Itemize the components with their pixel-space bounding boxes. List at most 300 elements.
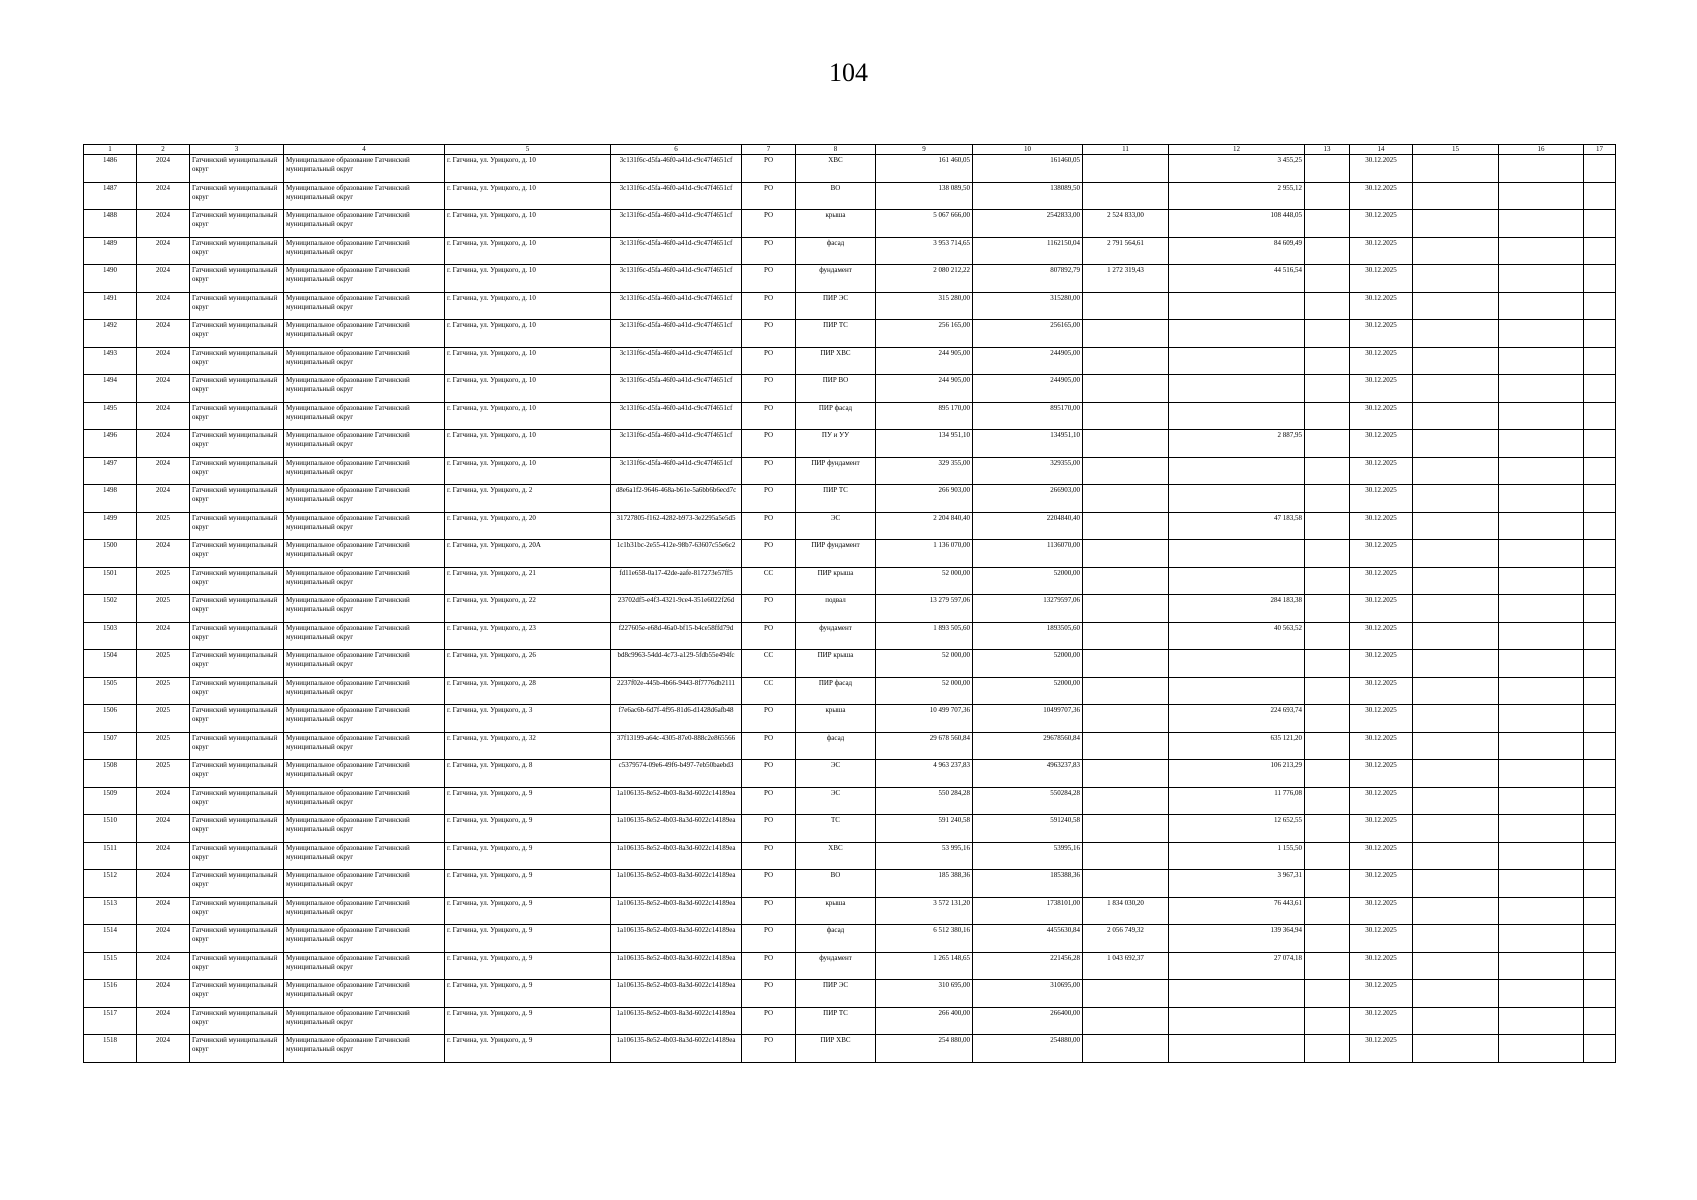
table-cell bbox=[1305, 375, 1350, 403]
table-cell: г. Гатчина, ул. Урицкого, д. 10 bbox=[445, 320, 611, 348]
table-cell: 30.12.2025 bbox=[1350, 595, 1413, 623]
table-cell: РО bbox=[742, 182, 796, 210]
table-cell: 254 880,00 bbox=[876, 1035, 973, 1063]
table-cell bbox=[1083, 402, 1169, 430]
table-cell: 1a106135-8e52-4b03-8a3d-6022c14189ea bbox=[611, 897, 742, 925]
table-cell: г. Гатчина, ул. Урицкого, д. 10 bbox=[445, 210, 611, 238]
table-cell: Муниципальное образование Гатчинский муниципальный округ bbox=[284, 815, 445, 843]
table-cell: 1 136 070,00 bbox=[876, 540, 973, 568]
table-cell bbox=[1499, 540, 1584, 568]
table-row bbox=[84, 595, 1616, 623]
table-cell: г. Гатчина, ул. Урицкого, д. 8 bbox=[445, 760, 611, 788]
table-row bbox=[84, 375, 1616, 403]
table-cell: Муниципальное образование Гатчинский муниципальный округ bbox=[284, 540, 445, 568]
table-row bbox=[84, 320, 1616, 348]
table-cell: 2 204 840,40 bbox=[876, 512, 973, 540]
table-cell: 1511 bbox=[84, 842, 137, 870]
table-cell: 1497 bbox=[84, 457, 137, 485]
table-cell bbox=[1083, 732, 1169, 760]
table-row bbox=[84, 567, 1616, 595]
table-cell bbox=[1499, 815, 1584, 843]
table-cell bbox=[1413, 732, 1499, 760]
table-cell: 2 524 833,00 bbox=[1083, 210, 1169, 238]
table-cell bbox=[1305, 760, 1350, 788]
table-cell: Гатчинский муниципальный округ bbox=[190, 595, 284, 623]
table-cell: фасад bbox=[796, 732, 876, 760]
table-cell: 1 265 148,65 bbox=[876, 952, 973, 980]
table-cell: 591 240,58 bbox=[876, 815, 973, 843]
table-row bbox=[84, 980, 1616, 1008]
table-cell: 2 080 212,22 bbox=[876, 265, 973, 293]
table-cell: 13279597,06 bbox=[973, 595, 1083, 623]
table-cell bbox=[1413, 457, 1499, 485]
table-cell: Муниципальное образование Гатчинский муниципальный округ bbox=[284, 320, 445, 348]
table-cell: Муниципальное образование Гатчинский муниципальный округ bbox=[284, 870, 445, 898]
table-cell: фасад bbox=[796, 925, 876, 953]
table-cell bbox=[1499, 897, 1584, 925]
table-cell: 2024 bbox=[137, 155, 190, 183]
table-cell: ПИР ХВС bbox=[796, 347, 876, 375]
table-cell: ПИР ТС bbox=[796, 485, 876, 513]
table-cell: г. Гатчина, ул. Урицкого, д. 10 bbox=[445, 457, 611, 485]
table-cell bbox=[1413, 430, 1499, 458]
table-cell bbox=[1499, 512, 1584, 540]
table-cell bbox=[1413, 265, 1499, 293]
table-cell: 161460,05 bbox=[973, 155, 1083, 183]
table-cell bbox=[1499, 732, 1584, 760]
table-cell: 29678560,84 bbox=[973, 732, 1083, 760]
table-cell: 30.12.2025 bbox=[1350, 815, 1413, 843]
table-cell bbox=[1584, 347, 1616, 375]
table-cell: г. Гатчина, ул. Урицкого, д. 23 bbox=[445, 622, 611, 650]
table-cell: Муниципальное образование Гатчинский муниципальный округ bbox=[284, 237, 445, 265]
table-cell bbox=[1584, 567, 1616, 595]
table-cell: Муниципальное образование Гатчинский муниципальный округ bbox=[284, 182, 445, 210]
table-cell: 2024 bbox=[137, 347, 190, 375]
table-cell: 30.12.2025 bbox=[1350, 265, 1413, 293]
table-cell: 1496 bbox=[84, 430, 137, 458]
table-cell bbox=[1305, 402, 1350, 430]
table-cell bbox=[1413, 1035, 1499, 1063]
table-cell: Гатчинский муниципальный округ bbox=[190, 677, 284, 705]
table-cell: Гатчинский муниципальный округ bbox=[190, 237, 284, 265]
table-cell: Муниципальное образование Гатчинский муниципальный округ bbox=[284, 980, 445, 1008]
table-cell: РО bbox=[742, 1035, 796, 1063]
table-cell: Муниципальное образование Гатчинский муниципальный округ bbox=[284, 265, 445, 293]
table-cell: 256 165,00 bbox=[876, 320, 973, 348]
table-cell: РО bbox=[742, 705, 796, 733]
table-cell: 30.12.2025 bbox=[1350, 980, 1413, 1008]
table-cell bbox=[1584, 320, 1616, 348]
table-cell: г. Гатчина, ул. Урицкого, д. 10 bbox=[445, 347, 611, 375]
table-cell bbox=[1413, 375, 1499, 403]
table-cell: 10499707,36 bbox=[973, 705, 1083, 733]
table-cell: Муниципальное образование Гатчинский муниципальный округ bbox=[284, 622, 445, 650]
table-cell: 1491 bbox=[84, 292, 137, 320]
table-cell: г. Гатчина, ул. Урицкого, д. 10 bbox=[445, 265, 611, 293]
table-cell bbox=[1305, 320, 1350, 348]
table-cell: РО bbox=[742, 842, 796, 870]
table-cell: 2024 bbox=[137, 265, 190, 293]
table-cell: 1512 bbox=[84, 870, 137, 898]
table-cell: г. Гатчина, ул. Урицкого, д. 26 bbox=[445, 650, 611, 678]
table-cell: РО bbox=[742, 265, 796, 293]
table-cell bbox=[1584, 457, 1616, 485]
table-cell: Гатчинский муниципальный округ bbox=[190, 980, 284, 1008]
table-cell: Гатчинский муниципальный округ bbox=[190, 705, 284, 733]
table-cell bbox=[1499, 430, 1584, 458]
table-cell: фундамент bbox=[796, 622, 876, 650]
table-cell: ЭС bbox=[796, 760, 876, 788]
table-cell: 244 905,00 bbox=[876, 375, 973, 403]
table-cell bbox=[1584, 265, 1616, 293]
table-cell bbox=[1584, 210, 1616, 238]
table-cell: 30.12.2025 bbox=[1350, 485, 1413, 513]
table-cell: Гатчинский муниципальный округ bbox=[190, 430, 284, 458]
table-cell: 1a106135-8e52-4b03-8a3d-6022c14189ea bbox=[611, 787, 742, 815]
table-cell bbox=[1083, 595, 1169, 623]
table-cell: г. Гатчина, ул. Урицкого, д. 10 bbox=[445, 402, 611, 430]
table-cell bbox=[1413, 622, 1499, 650]
table-cell bbox=[1413, 870, 1499, 898]
table-row bbox=[84, 292, 1616, 320]
table-cell bbox=[1305, 485, 1350, 513]
table-cell: РО bbox=[742, 237, 796, 265]
table-cell bbox=[1413, 182, 1499, 210]
table-cell: 3c131f6c-d5fa-46f0-a41d-c9c47f4651cf bbox=[611, 430, 742, 458]
table-cell: 1 834 030,20 bbox=[1083, 897, 1169, 925]
table-cell bbox=[1499, 677, 1584, 705]
table-cell: 2 887,95 bbox=[1169, 430, 1305, 458]
register-table bbox=[83, 144, 1616, 1063]
table-cell: Муниципальное образование Гатчинский муниципальный округ bbox=[284, 292, 445, 320]
table-cell: 2024 bbox=[137, 1007, 190, 1035]
table-cell: Муниципальное образование Гатчинский муниципальный округ bbox=[284, 595, 445, 623]
table-cell bbox=[1083, 347, 1169, 375]
table-cell bbox=[1584, 1007, 1616, 1035]
table-cell bbox=[1305, 237, 1350, 265]
table-cell: 2024 bbox=[137, 622, 190, 650]
table-cell: г. Гатчина, ул. Урицкого, д. 9 bbox=[445, 980, 611, 1008]
table-cell: 30.12.2025 bbox=[1350, 540, 1413, 568]
table-cell bbox=[1083, 512, 1169, 540]
table-row bbox=[84, 842, 1616, 870]
table-cell: 1a106135-8e52-4b03-8a3d-6022c14189ea bbox=[611, 925, 742, 953]
table-cell bbox=[1305, 705, 1350, 733]
table-cell: bd8c9963-54dd-4c73-a129-5fdb55e494fc bbox=[611, 650, 742, 678]
table-cell bbox=[1305, 1035, 1350, 1063]
table-cell: фасад bbox=[796, 237, 876, 265]
table-row bbox=[84, 402, 1616, 430]
table-cell: 44 516,54 bbox=[1169, 265, 1305, 293]
table-cell: 2 056 749,32 bbox=[1083, 925, 1169, 953]
table-cell: fd11e658-0a17-42de-aafe-817273e57ff5 bbox=[611, 567, 742, 595]
table-cell: 895170,00 bbox=[973, 402, 1083, 430]
table-cell: 266400,00 bbox=[973, 1007, 1083, 1035]
table-cell: 52000,00 bbox=[973, 650, 1083, 678]
table-cell bbox=[1413, 347, 1499, 375]
table-cell: 30.12.2025 bbox=[1350, 512, 1413, 540]
table-cell bbox=[1499, 952, 1584, 980]
table-cell: 40 563,52 bbox=[1169, 622, 1305, 650]
table-cell: 1 272 319,43 bbox=[1083, 265, 1169, 293]
table-cell: Гатчинский муниципальный округ bbox=[190, 457, 284, 485]
table-row bbox=[84, 485, 1616, 513]
table-cell: 30.12.2025 bbox=[1350, 1007, 1413, 1035]
table-cell: 6 512 380,16 bbox=[876, 925, 973, 953]
table-cell: 3c131f6c-d5fa-46f0-a41d-c9c47f4651cf bbox=[611, 292, 742, 320]
table-cell: 2024 bbox=[137, 292, 190, 320]
table-cell: 221456,28 bbox=[973, 952, 1083, 980]
table-cell: г. Гатчина, ул. Урицкого, д. 9 bbox=[445, 925, 611, 953]
column-header: 13 bbox=[1305, 145, 1350, 155]
table-cell: ПИР ЭС bbox=[796, 292, 876, 320]
table-cell: Муниципальное образование Гатчинский муниципальный округ bbox=[284, 457, 445, 485]
table-cell: Муниципальное образование Гатчинский муниципальный округ bbox=[284, 842, 445, 870]
table-cell: Муниципальное образование Гатчинский муниципальный округ bbox=[284, 1035, 445, 1063]
table-cell bbox=[1083, 1007, 1169, 1035]
table-cell bbox=[1413, 677, 1499, 705]
table-cell: г. Гатчина, ул. Урицкого, д. 22 bbox=[445, 595, 611, 623]
table-cell: Гатчинский муниципальный округ bbox=[190, 1035, 284, 1063]
table-cell: Муниципальное образование Гатчинский муниципальный округ bbox=[284, 402, 445, 430]
table-cell bbox=[1305, 567, 1350, 595]
table-cell bbox=[1584, 402, 1616, 430]
table-cell: Гатчинский муниципальный округ bbox=[190, 375, 284, 403]
table-cell: 30.12.2025 bbox=[1350, 925, 1413, 953]
table-cell bbox=[1413, 595, 1499, 623]
table-cell: 1499 bbox=[84, 512, 137, 540]
table-cell: 1162150,04 bbox=[973, 237, 1083, 265]
table-cell bbox=[1584, 705, 1616, 733]
table-cell bbox=[1499, 760, 1584, 788]
table-cell: 30.12.2025 bbox=[1350, 292, 1413, 320]
table-row bbox=[84, 182, 1616, 210]
table-cell bbox=[1413, 980, 1499, 1008]
table-cell bbox=[1305, 870, 1350, 898]
table-cell: Муниципальное образование Гатчинский муниципальный округ bbox=[284, 677, 445, 705]
table-cell bbox=[1413, 292, 1499, 320]
table-cell: Муниципальное образование Гатчинский муниципальный округ bbox=[284, 155, 445, 183]
table-row bbox=[84, 265, 1616, 293]
table-cell bbox=[1499, 622, 1584, 650]
table-cell: 134 951,10 bbox=[876, 430, 973, 458]
table-cell bbox=[1499, 347, 1584, 375]
table-cell bbox=[1413, 897, 1499, 925]
table-cell: Гатчинский муниципальный округ bbox=[190, 540, 284, 568]
table-cell: 52000,00 bbox=[973, 677, 1083, 705]
table-cell: РО bbox=[742, 430, 796, 458]
table-cell bbox=[1499, 650, 1584, 678]
table-cell: 52 000,00 bbox=[876, 677, 973, 705]
table-cell: 2024 bbox=[137, 842, 190, 870]
table-row bbox=[84, 622, 1616, 650]
table-cell: 1487 bbox=[84, 182, 137, 210]
table-cell: 30.12.2025 bbox=[1350, 567, 1413, 595]
table-cell: РО bbox=[742, 1007, 796, 1035]
table-cell: 1893505,60 bbox=[973, 622, 1083, 650]
table-row bbox=[84, 155, 1616, 183]
table-cell: 30.12.2025 bbox=[1350, 705, 1413, 733]
table-cell: 4 963 237,83 bbox=[876, 760, 973, 788]
table-cell: 2237f02e-445b-4b66-9443-8f7776db2111 bbox=[611, 677, 742, 705]
table-cell: 30.12.2025 bbox=[1350, 347, 1413, 375]
table-row bbox=[84, 952, 1616, 980]
table-cell: Гатчинский муниципальный округ bbox=[190, 650, 284, 678]
table-row bbox=[84, 430, 1616, 458]
table-cell bbox=[1499, 292, 1584, 320]
table-cell: 1513 bbox=[84, 897, 137, 925]
table-cell bbox=[1499, 457, 1584, 485]
table-cell: 1490 bbox=[84, 265, 137, 293]
table-cell: 254880,00 bbox=[973, 1035, 1083, 1063]
table-cell: 2 791 564,61 bbox=[1083, 237, 1169, 265]
table-cell bbox=[1584, 732, 1616, 760]
table-cell bbox=[1305, 980, 1350, 1008]
table-cell: 3c131f6c-d5fa-46f0-a41d-c9c47f4651cf bbox=[611, 210, 742, 238]
table-cell bbox=[1413, 787, 1499, 815]
table-row bbox=[84, 512, 1616, 540]
table-cell bbox=[1305, 210, 1350, 238]
table-cell: РО bbox=[742, 375, 796, 403]
table-cell: Муниципальное образование Гатчинский муниципальный округ bbox=[284, 897, 445, 925]
table-row bbox=[84, 760, 1616, 788]
table-cell bbox=[1169, 320, 1305, 348]
table-cell: Гатчинский муниципальный округ bbox=[190, 320, 284, 348]
table-cell: 2025 bbox=[137, 732, 190, 760]
table-cell: 2024 bbox=[137, 457, 190, 485]
table-cell bbox=[1413, 760, 1499, 788]
table-cell bbox=[1584, 897, 1616, 925]
column-header: 12 bbox=[1169, 145, 1305, 155]
table-cell: Гатчинский муниципальный округ bbox=[190, 567, 284, 595]
table-cell: 3 572 131,20 bbox=[876, 897, 973, 925]
table-cell bbox=[1413, 925, 1499, 953]
column-header: 11 bbox=[1083, 145, 1169, 155]
table-cell bbox=[1499, 595, 1584, 623]
table-cell: 1a106135-8e52-4b03-8a3d-6022c14189ea bbox=[611, 815, 742, 843]
table-cell: 1502 bbox=[84, 595, 137, 623]
table-cell: РО bbox=[742, 925, 796, 953]
table-cell: г. Гатчина, ул. Урицкого, д. 10 bbox=[445, 430, 611, 458]
table-cell bbox=[1584, 182, 1616, 210]
table-cell bbox=[1584, 430, 1616, 458]
table-cell: Гатчинский муниципальный округ bbox=[190, 210, 284, 238]
header-row bbox=[84, 145, 1616, 155]
table-cell: 1a106135-8e52-4b03-8a3d-6022c14189ea bbox=[611, 1035, 742, 1063]
table-cell bbox=[1083, 650, 1169, 678]
table-cell bbox=[1305, 540, 1350, 568]
table-cell bbox=[1083, 1035, 1169, 1063]
table-cell: 1506 bbox=[84, 705, 137, 733]
table-cell: 30.12.2025 bbox=[1350, 237, 1413, 265]
table-cell: 138089,50 bbox=[973, 182, 1083, 210]
table-cell: РО bbox=[742, 347, 796, 375]
table-cell bbox=[1083, 457, 1169, 485]
table-cell bbox=[1083, 292, 1169, 320]
table-cell: Муниципальное образование Гатчинский муниципальный округ bbox=[284, 650, 445, 678]
table-cell: 76 443,61 bbox=[1169, 897, 1305, 925]
table-row bbox=[84, 650, 1616, 678]
table-row bbox=[84, 677, 1616, 705]
table-cell bbox=[1584, 842, 1616, 870]
table-cell: РО bbox=[742, 870, 796, 898]
table-cell: 30.12.2025 bbox=[1350, 760, 1413, 788]
table-row bbox=[84, 540, 1616, 568]
table-cell: 2024 bbox=[137, 980, 190, 1008]
table-cell: крыша bbox=[796, 705, 876, 733]
column-header: 10 bbox=[973, 145, 1083, 155]
table-cell: 139 364,94 bbox=[1169, 925, 1305, 953]
table-cell bbox=[1499, 182, 1584, 210]
table-cell: 2024 bbox=[137, 210, 190, 238]
table-cell: 266 400,00 bbox=[876, 1007, 973, 1035]
table-cell: 315280,00 bbox=[973, 292, 1083, 320]
table-cell bbox=[1169, 540, 1305, 568]
table-cell bbox=[1305, 595, 1350, 623]
table-cell: 2024 bbox=[137, 320, 190, 348]
table-cell bbox=[1305, 512, 1350, 540]
table-cell: ПИР ВО bbox=[796, 375, 876, 403]
table-cell: ХВС bbox=[796, 842, 876, 870]
table-cell: г. Гатчина, ул. Урицкого, д. 9 bbox=[445, 842, 611, 870]
table-cell: 30.12.2025 bbox=[1350, 320, 1413, 348]
table-cell bbox=[1083, 677, 1169, 705]
table-cell: Гатчинский муниципальный округ bbox=[190, 182, 284, 210]
table-cell bbox=[1305, 265, 1350, 293]
table-cell: 30.12.2025 bbox=[1350, 897, 1413, 925]
table-cell: г. Гатчина, ул. Урицкого, д. 10 bbox=[445, 375, 611, 403]
table-cell: СС bbox=[742, 650, 796, 678]
table-cell: г. Гатчина, ул. Урицкого, д. 10 bbox=[445, 182, 611, 210]
table-cell: 30.12.2025 bbox=[1350, 732, 1413, 760]
table-cell: 1518 bbox=[84, 1035, 137, 1063]
table-cell: Гатчинский муниципальный округ bbox=[190, 622, 284, 650]
table-cell: РО bbox=[742, 622, 796, 650]
table-cell bbox=[1584, 815, 1616, 843]
table-cell bbox=[1413, 540, 1499, 568]
table-cell: ВО bbox=[796, 182, 876, 210]
table-cell: 1514 bbox=[84, 925, 137, 953]
table-cell bbox=[1584, 1035, 1616, 1063]
table-cell: 13 279 597,06 bbox=[876, 595, 973, 623]
table-cell: г. Гатчина, ул. Урицкого, д. 9 bbox=[445, 815, 611, 843]
table-cell: 1501 bbox=[84, 567, 137, 595]
table-cell: Гатчинский муниципальный округ bbox=[190, 512, 284, 540]
table-row bbox=[84, 787, 1616, 815]
table-cell bbox=[1305, 347, 1350, 375]
table-cell: f7e6ac6b-6d7f-4f95-81d6-d1428d6afb48 bbox=[611, 705, 742, 733]
table-cell: г. Гатчина, ул. Урицкого, д. 32 bbox=[445, 732, 611, 760]
table-cell bbox=[1413, 842, 1499, 870]
table-cell: 1494 bbox=[84, 375, 137, 403]
table-cell bbox=[1083, 182, 1169, 210]
column-header: 5 bbox=[445, 145, 611, 155]
table-cell: ПИР фундамент bbox=[796, 457, 876, 485]
table-cell bbox=[1584, 485, 1616, 513]
column-header: 3 bbox=[190, 145, 284, 155]
table-cell: 3c131f6c-d5fa-46f0-a41d-c9c47f4651cf bbox=[611, 320, 742, 348]
table-cell: РО bbox=[742, 815, 796, 843]
table-cell: c5379574-09e6-49f6-b497-7eb50baebd3 bbox=[611, 760, 742, 788]
table-cell: 550 284,28 bbox=[876, 787, 973, 815]
table-cell: крыша bbox=[796, 897, 876, 925]
table-cell bbox=[1169, 567, 1305, 595]
table-cell: РО bbox=[742, 595, 796, 623]
table-cell: 4455630,84 bbox=[973, 925, 1083, 953]
table-cell: 29 678 560,84 bbox=[876, 732, 973, 760]
table-cell: ХВС bbox=[796, 155, 876, 183]
